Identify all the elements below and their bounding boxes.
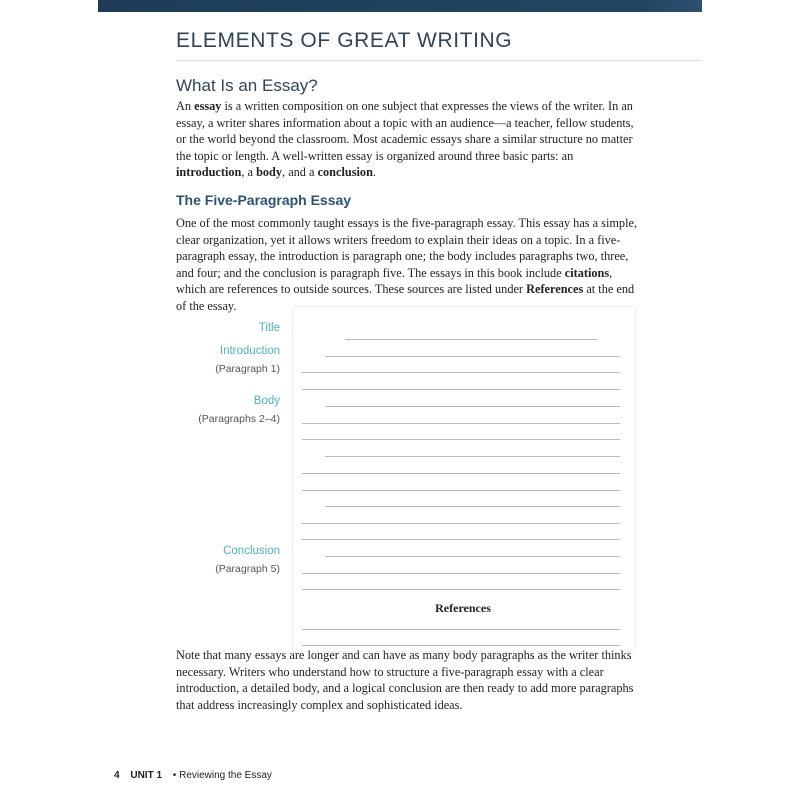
writing-line (302, 490, 620, 491)
writing-line (302, 573, 620, 574)
bold-term: citations (564, 265, 610, 280)
writing-line (325, 556, 620, 557)
top-banner (98, 0, 702, 12)
title-divider (176, 60, 702, 61)
page-number: 4 (114, 770, 120, 781)
writing-line (302, 589, 620, 590)
writing-line (325, 356, 620, 357)
text-run: , a (241, 165, 257, 180)
page-footer (114, 770, 272, 781)
bold-term: introduction (176, 165, 242, 180)
writing-line (302, 523, 620, 524)
diagram-sub-introduction: (Paragraph 1) (215, 363, 280, 375)
diagram-label-body: Body (253, 395, 280, 407)
diagram-label-introduction: Introduction (219, 345, 280, 357)
writing-line (302, 539, 620, 540)
writing-line (302, 423, 620, 424)
text-run: One of the most commonly taught essays is the five-paragraph essay. This essay has a simple, clear organization, yet it allows writers freedom to explain their ideas on a topic. In a five-paragraph essay, the introduction is paragraph one; the body includes paragraphs two, three, and four; and the conclusion is paragraph five. The essays in this book include (176, 216, 638, 280)
writing-line (302, 629, 620, 630)
writing-line (302, 473, 620, 474)
unit-title: Reviewing the Essay (179, 770, 272, 781)
writing-line (325, 506, 620, 507)
text-run: , and a (282, 165, 318, 180)
writing-line (325, 406, 620, 407)
text-run: An (176, 99, 195, 113)
bold-term: body (256, 165, 283, 180)
writing-line (345, 339, 597, 340)
unit-label: UNIT 1 (130, 770, 163, 781)
text-run: , which are references to outside sources. These sources are listed under (176, 265, 613, 297)
bold-term: conclusion (317, 165, 373, 180)
writing-line (302, 645, 620, 646)
writing-line (302, 389, 620, 390)
page-title: ELEMENTS OF GREAT WRITING (176, 29, 513, 52)
diagram-label-conclusion: Conclusion (223, 545, 280, 557)
five-paragraph-paragraph (176, 215, 638, 315)
diagram-label-title: Title (258, 322, 280, 334)
text-run: Note that many essays are longer and can have as many body paragraphs as the writer thinks necessary. Writers who understand how to structure a five-paragraph essay with a clear introduction, a detailed body, and a logical conclusion are then ready to add more paragraphs that address increasingly complex and sophisticated ideas. (176, 648, 634, 712)
bold-term: References (526, 282, 584, 297)
writing-line (302, 439, 620, 440)
bold-term: essay (194, 99, 222, 113)
essay-definition-paragraph (176, 98, 638, 181)
text-run: . (372, 165, 376, 180)
text-run: at the end of the essay. (176, 282, 635, 313)
writing-line (325, 456, 620, 457)
subsection-heading: The Five-Paragraph Essay (176, 192, 352, 208)
diagram-references-label: References (435, 601, 491, 615)
diagram-sub-conclusion: (Paragraph 5) (215, 563, 280, 575)
footer-bullet: • (172, 770, 177, 781)
writing-line (302, 372, 620, 373)
diagram-sub-body: (Paragraphs 2–4) (198, 413, 280, 425)
section-heading: What Is an Essay? (176, 76, 318, 95)
closing-paragraph (176, 647, 646, 713)
text-run: is a written composition on one subject that expresses the views of the writer. In an essay, a writer shares information about a topic with an audience—a teacher, fellow students, or the world beyond the classroom. Most academic essays share a similar structure no matter the topic or length. A well-written essay is organized around three basic parts: an (176, 99, 634, 163)
